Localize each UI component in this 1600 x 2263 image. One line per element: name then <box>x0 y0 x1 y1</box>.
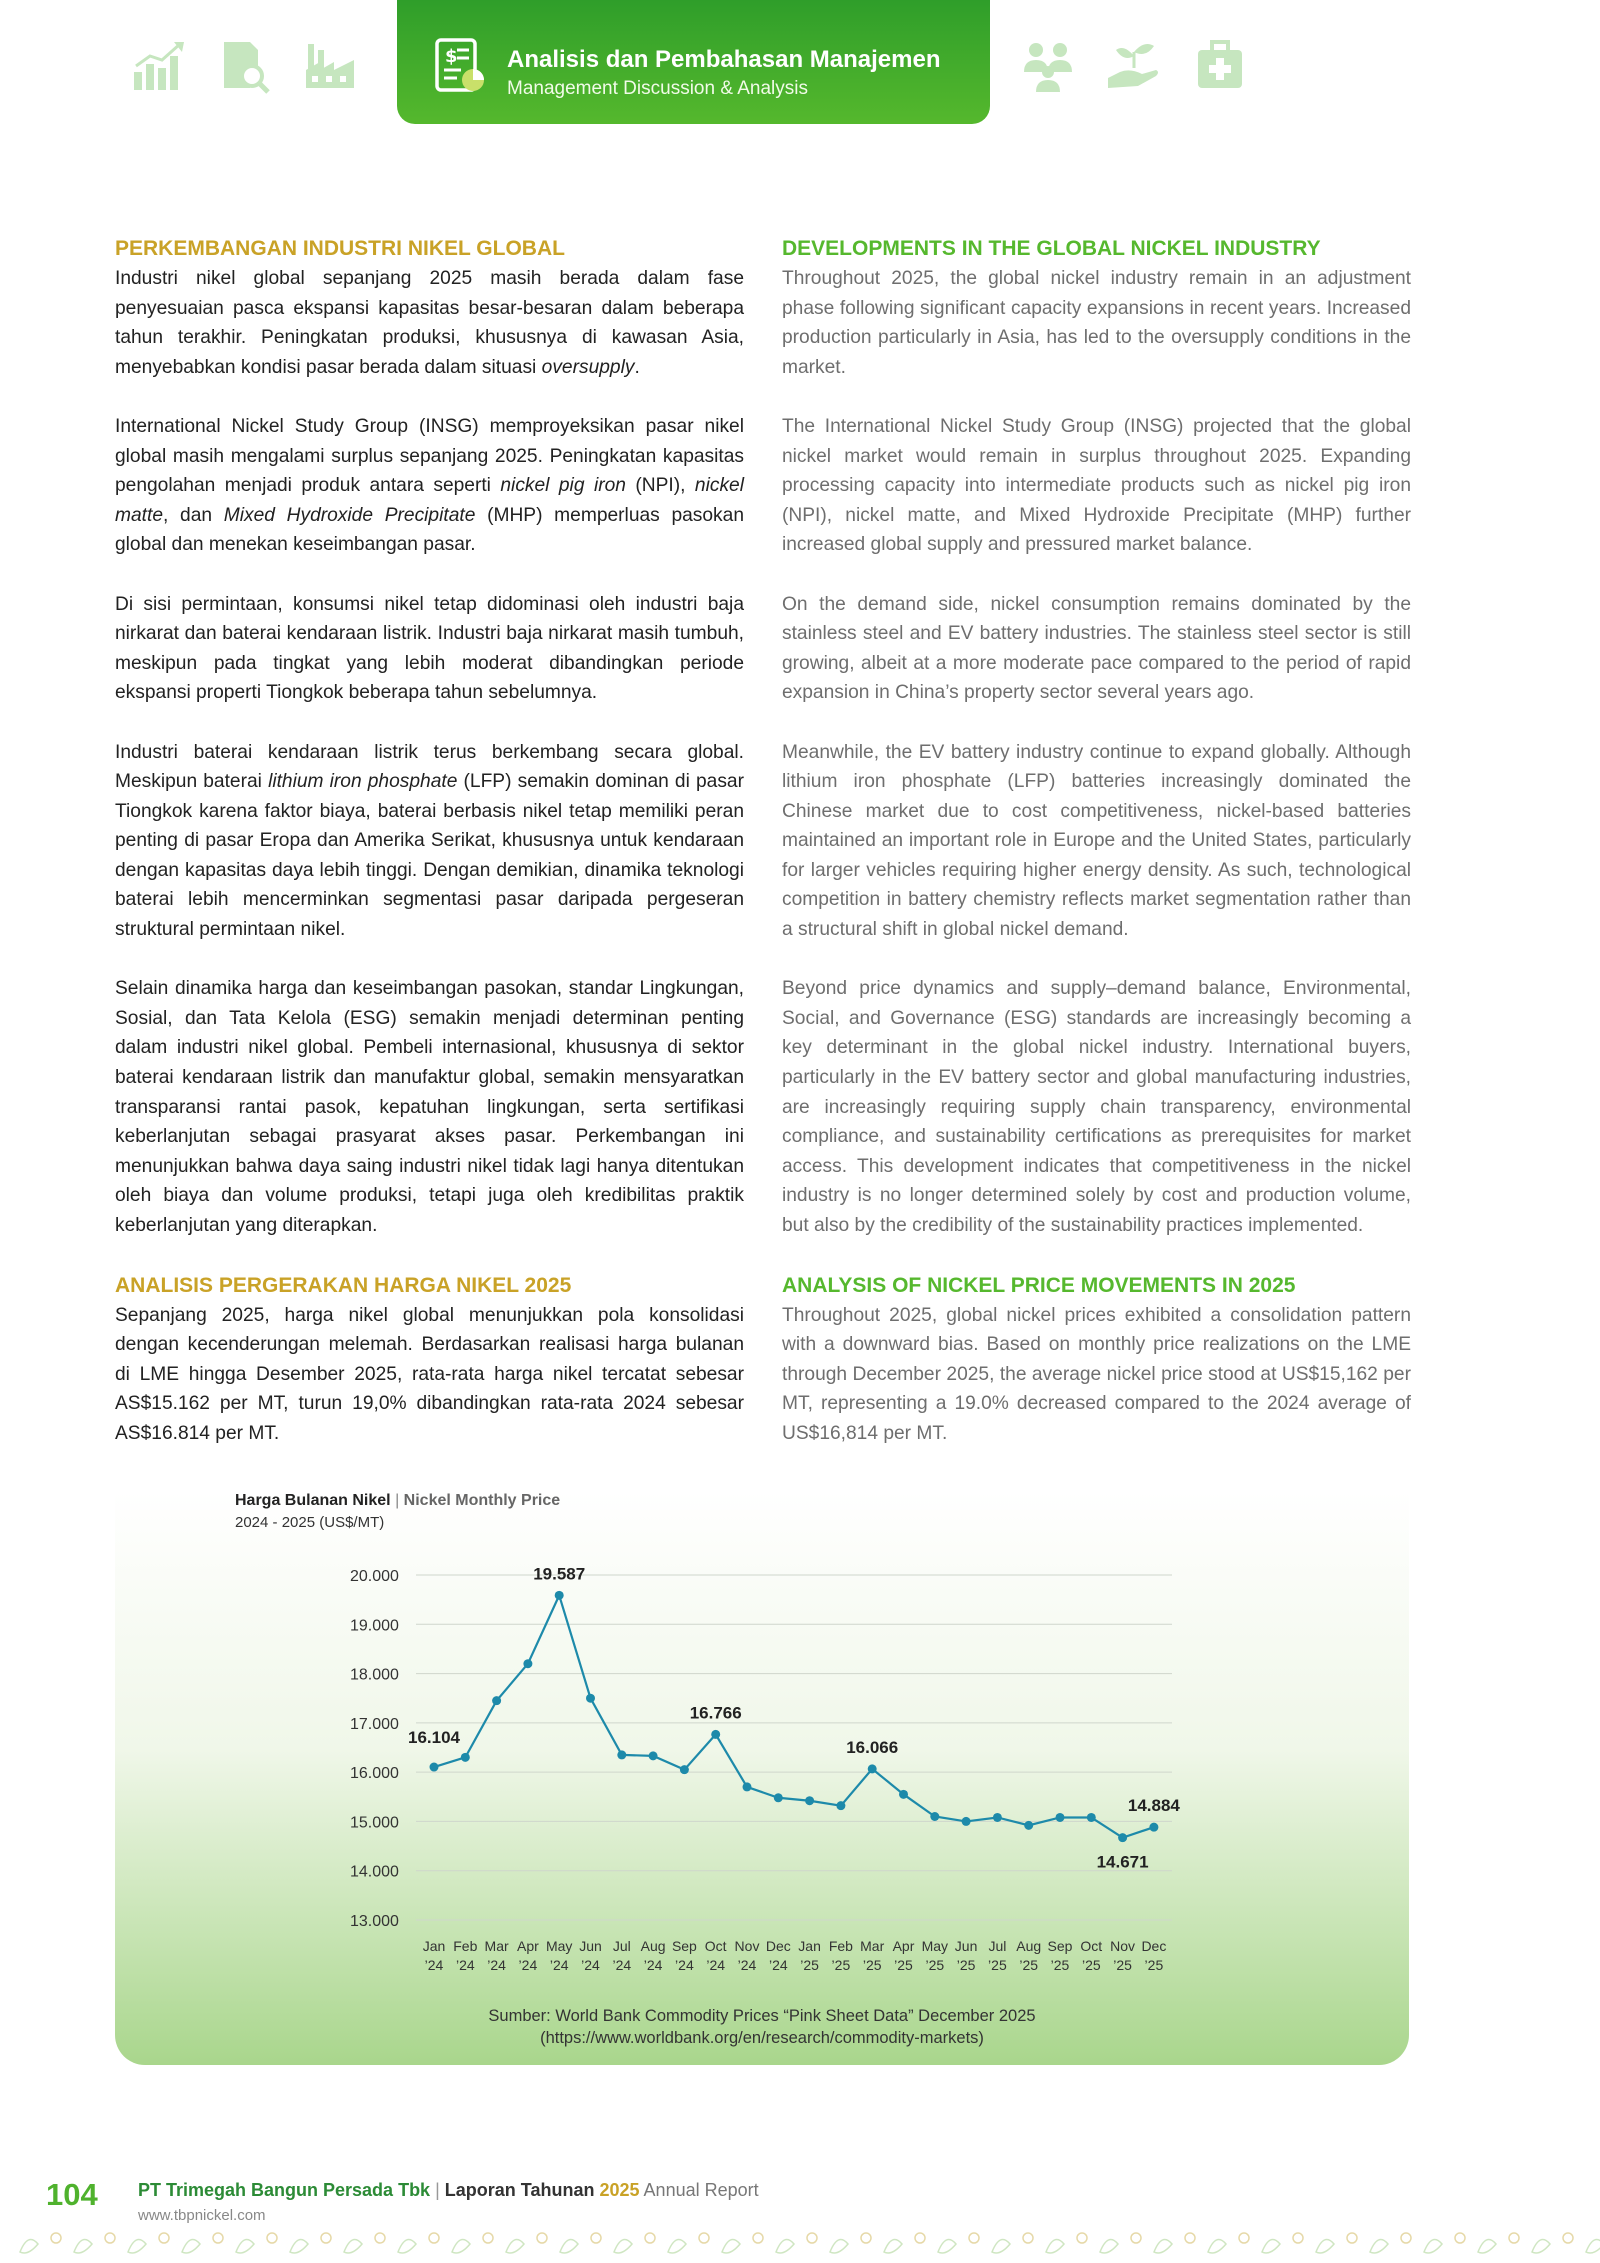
footer-url: www.tbpnickel.com <box>138 2207 266 2224</box>
chart-source <box>115 2005 1409 2049</box>
leaf-motif-icon <box>1208 2233 1249 2253</box>
x-tick-month: Jun <box>954 1938 978 1954</box>
leaf-motif-icon <box>20 2233 61 2253</box>
x-tick-year: ’25 <box>800 1957 819 1973</box>
x-tick-year: ’24 <box>518 1957 538 1973</box>
heading-nickel-industry: DEVELOPMENTS IN THE GLOBAL NICKEL INDUSTRY <box>782 237 1321 260</box>
leaf-motif-icon <box>1424 2233 1465 2253</box>
x-tick-year: ’24 <box>768 1957 788 1973</box>
leaf-motif-icon <box>1046 2233 1087 2253</box>
leaf-motif-icon <box>344 2233 385 2253</box>
x-tick-month: Apr <box>517 1938 539 1954</box>
document-search-icon <box>216 38 272 94</box>
heading-price-analysis: ANALYSIS OF NICKEL PRICE MOVEMENTS IN 2025 <box>782 1273 1296 1297</box>
x-tick-year: ’24 <box>549 1957 569 1973</box>
x-tick-month: Jun <box>579 1938 602 1954</box>
x-tick-month: May <box>545 1938 573 1954</box>
leaf-motif-icon <box>560 2233 601 2253</box>
x-tick-year: ’24 <box>706 1957 726 1973</box>
x-tick-month: Aug <box>640 1938 666 1954</box>
paragraph-id-2: International Nickel Study Group (INSG) memproyeksikan pasar nikel global masih mengalami surplus sepanjang 2025. Peningkatan kapasitas pengolahan menjadi produk antara seperti nickel pig iron (NPI), nickel matte, dan Mixed Hydroxide Precipitate (MHP) memperluas pasokan global dan menekan keseimbangan pasar. <box>115 415 744 556</box>
y-tick-label: 19.000 <box>350 1617 399 1635</box>
x-tick-year: ’24 <box>675 1957 694 1973</box>
x-tick-year: ’24 <box>612 1957 632 1973</box>
paragraph-id-5: Selain dinamika harga dan keseimbangan pasokan, standar Lingkungan, Sosial, dan Tata Kelola (ESG) semakin menjadi determinan penting dalam industri nikel global. Pembeli internasional, khususnya di sektor baterai kendaraan listrik dan manufaktur global, semakin mensyaratkan transparansi rantai pasok, kepatuhan lingkungan, serta sertifikasi keberlanjutan sebagai prasyarat akses pasar. Perkembangan ini menunjukkan bahwa daya saing industri nikel tidak lagi hanya ditentukan oleh biaya dan volume produksi, tetapi juga oleh kredibilitas praktik keberlanjutan yang diterapkan. <box>115 978 744 1236</box>
data-label: 16.066 <box>846 1737 899 1757</box>
x-tick-month: Mar <box>484 1938 509 1954</box>
x-tick-month: Nov <box>734 1938 760 1954</box>
x-tick-year: ’25 <box>831 1957 851 1973</box>
paragraph-en-6: Throughout 2025, global nickel prices exhibited a consolidation pattern with a downward bias. Based on monthly price realizations on the LME through December 2025, the average nickel price stood at US$15,162 per MT, representing a 19.0% decreased compared to the 2024 average of US$16,814 per MT. <box>782 1304 1411 1444</box>
footer-report-line: PT Trimegah Bangun Persada Tbk | Laporan Tahunan 2025 Annual Report <box>138 2180 759 2200</box>
paragraph-id-6: Sepanjang 2025, harga nikel global menunjukkan pola konsolidasi dengan kecenderungan melemah. Berdasarkan realisasi harga bulanan di LME hingga Desember 2025, rata-rata harga nikel tercatat sebesar AS$15.162 per MT, turun 19,0% dibandingkan rata-rata 2024 sebesar AS$16.814 per MT. <box>115 1304 744 1444</box>
paragraph-en-1: Throughout 2025, the global nickel industry remain in an adjustment phase following significant capacity expansions in recent years. Increased production particularly in Asia, has led to the oversupply conditions in the market. <box>782 268 1411 378</box>
medical-kit-icon <box>1192 38 1248 94</box>
header-icons-left <box>130 38 358 98</box>
x-tick-year: ’25 <box>1144 1957 1164 1973</box>
x-tick-month: Oct <box>1080 1938 1103 1954</box>
leaf-motif-icon <box>452 2233 493 2253</box>
column-english <box>782 234 1411 1478</box>
leaf-motif-icon <box>398 2233 439 2253</box>
leaf-motif-icon <box>1586 2233 1600 2253</box>
y-tick-label: 20.000 <box>350 1568 399 1585</box>
x-tick-year: ’25 <box>894 1957 913 1973</box>
x-tick-year: ’25 <box>956 1957 976 1973</box>
y-tick-label: 13.000 <box>350 1913 399 1930</box>
paragraph-id-1: Industri nikel global sepanjang 2025 masih berada dalam fase penyesuaian pasca ekspansi kapasitas besar-besaran dalam beberapa tahun terakhir. Peningkatan produksi, khususnya di kawasan Asia, menyebabkan kondisi pasar berada dalam situasi oversupply. <box>115 268 744 378</box>
x-tick-month: May <box>921 1938 949 1954</box>
growth-chart-icon <box>130 38 186 94</box>
data-label: 16.766 <box>689 1703 742 1723</box>
x-tick-month: Jan <box>798 1938 821 1954</box>
leaf-motif-icon <box>506 2233 547 2253</box>
paragraph-id-4: Industri baterai kendaraan listrik terus berkembang secara global. Meskipun baterai lithium iron phosphate (LFP) semakin dominan di pasar Tiongkok karena faktor biaya, baterai berbasis nikel tetap memiliki peran penting di pasar Eropa dan Amerika Serikat, khususnya untuk kendaraan dengan kapasitas daya lebih tinggi. Dengan demikian, dinamika teknologi baterai lebih mencerminkan segmentasi pasar daripada pergeseran struktural permintaan nikel. <box>115 741 744 941</box>
chart-title: Harga Bulanan Nikel | Nickel Monthly Price <box>235 1492 561 1509</box>
leaf-motif-icon <box>884 2233 925 2253</box>
x-tick-year: ’25 <box>1081 1957 1101 1973</box>
section-title-en: Management Discussion & Analysis <box>507 78 808 99</box>
x-tick-month: Aug <box>1016 1938 1042 1954</box>
hand-plant-icon <box>1106 38 1162 94</box>
y-tick-label: 15.000 <box>350 1814 399 1832</box>
x-tick-year: ’24 <box>581 1957 600 1973</box>
leaf-motif-icon <box>236 2233 277 2253</box>
section-header-tab <box>397 0 990 124</box>
leaf-motif-icon <box>1100 2233 1141 2253</box>
x-tick-year: ’25 <box>862 1957 882 1973</box>
x-tick-year: ’25 <box>1113 1957 1132 1973</box>
leaf-motif-icon <box>1370 2233 1411 2253</box>
leaf-motif-icon <box>992 2233 1033 2253</box>
x-tick-month: Jul <box>988 1938 1007 1954</box>
paragraph-en-4: Meanwhile, the EV battery industry continue to expand globally. Although lithium iron phosphate (LFP) batteries increasingly dominated the Chinese market due to cost competitiveness, nickel-based batteries maintained an important role in Europe and the United States, particularly for larger vehicles requiring higher energy density. As such, technological competition in battery chemistry reflects market segmentation rather than a structural shift in global nickel demand. <box>782 741 1411 941</box>
data-label: 14.671 <box>1096 1852 1149 1872</box>
y-tick-label: 16.000 <box>350 1765 399 1783</box>
leaf-motif-icon <box>1532 2233 1573 2253</box>
x-tick-month: Apr <box>892 1938 915 1954</box>
x-tick-year: ’24 <box>737 1957 757 1973</box>
y-tick-label: 14.000 <box>350 1863 399 1881</box>
x-tick-year: ’25 <box>925 1957 945 1973</box>
x-tick-month: Sep <box>671 1938 697 1954</box>
x-tick-month: Jul <box>612 1938 631 1954</box>
svg-text:$: $ <box>445 46 458 67</box>
x-tick-month: Feb <box>453 1938 478 1954</box>
source-line-2: (https://www.worldbank.org/en/research/commodity-markets) <box>540 2029 984 2047</box>
paragraph-en-3: On the demand side, nickel consumption remains dominated by the stainless steel and EV battery industries. The stainless steel sector is still growing, albeit at a more moderate pace compared to the period of rapid expansion in China’s property sector several years ago. <box>782 593 1411 704</box>
x-tick-year: ’25 <box>988 1957 1007 1973</box>
footer-leaf-pattern <box>0 2222 1600 2263</box>
paragraph-en-5: Beyond price dynamics and supply–demand balance, Environmental, Social, and Governance (ESG) standards are increasingly becoming a key determinant in the global nickel industry. International buyers, particularly in the EV battery sector and global manufacturing industries, are increasingly requiring supply chain transparency, environmental compliance, and sustainability certifications as prerequisites for market access. This development indicates that competitiveness in the nickel industry is no longer determined solely by cost and production volume, but also by the credibility of the sustainability practices implemented. <box>782 978 1411 1236</box>
x-tick-year: ’25 <box>1050 1957 1070 1973</box>
data-label: 19.587 <box>533 1564 586 1584</box>
source-line-1: Sumber: World Bank Commodity Prices “Pink Sheet Data” December 2025 <box>488 2007 1036 2025</box>
leaf-motif-icon <box>668 2233 709 2253</box>
y-tick-label: 18.000 <box>350 1666 399 1684</box>
heading-analisis-harga: ANALISIS PERGERAKAN HARGA NIKEL 2025 <box>115 1273 572 1297</box>
leaf-motif-icon <box>290 2233 331 2253</box>
x-tick-year: ’25 <box>1019 1957 1039 1973</box>
page-number: 104 <box>46 2177 98 2212</box>
section-title-id: Analisis dan Pembahasan Manajemen <box>507 46 941 73</box>
x-tick-month: Dec <box>765 1938 791 1954</box>
leaf-motif-icon <box>1478 2233 1519 2253</box>
x-tick-month: Dec <box>1141 1938 1167 1954</box>
leaf-motif-icon <box>776 2233 817 2253</box>
x-tick-month: Oct <box>704 1938 727 1954</box>
leaf-motif-icon <box>182 2233 223 2253</box>
x-tick-month: Nov <box>1110 1938 1136 1954</box>
x-tick-year: ’24 <box>643 1957 663 1973</box>
leaf-motif-icon <box>1316 2233 1357 2253</box>
data-label: 14.884 <box>1127 1796 1180 1816</box>
x-tick-year: ’24 <box>424 1957 444 1973</box>
financial-report-icon <box>431 36 489 98</box>
leaf-motif-icon <box>614 2233 655 2253</box>
leaf-motif-icon <box>128 2233 169 2253</box>
x-tick-month: Sep <box>1047 1938 1073 1954</box>
chart-panel <box>115 1491 1409 2065</box>
x-tick-month: Feb <box>828 1938 853 1954</box>
header-icons-right <box>1020 38 1248 98</box>
factory-icon <box>302 38 358 94</box>
leaf-motif-icon <box>722 2233 763 2253</box>
column-indonesian <box>115 234 744 1478</box>
chart-subtitle: 2024 - 2025 (US$/MT) <box>235 1514 385 1531</box>
x-tick-month: Mar <box>860 1938 885 1954</box>
x-tick-year: ’24 <box>487 1957 506 1973</box>
paragraph-en-2: The International Nickel Study Group (INSG) projected that the global nickel market would remain in surplus throughout 2025. Expanding processing capacity into intermediate products such as nickel pig iron (NPI), nickel matte, and Mixed Hydroxide Precipitate (MHP) further increased global supply and pressured market balance. <box>782 415 1411 556</box>
leaf-motif-icon <box>938 2233 979 2253</box>
x-tick-year: ’24 <box>455 1957 475 1973</box>
leaf-motif-icon <box>1262 2233 1303 2253</box>
data-label: 16.104 <box>408 1728 460 1748</box>
paragraph-id-3: Di sisi permintaan, konsumsi nikel tetap didominasi oleh industri baja nirkarat dan baterai kendaraan listrik. Industri baja nirkarat masih tumbuh, meskipun pada tingkat yang lebih moderat dibandingkan periode ekspansi properti Tiongkok beberapa tahun sebelumnya. <box>115 593 744 704</box>
leaf-motif-icon <box>74 2233 115 2253</box>
x-tick-month: Jan <box>422 1938 446 1954</box>
heading-industri-nikel: PERKEMBANGAN INDUSTRI NIKEL GLOBAL <box>115 237 565 260</box>
people-group-icon <box>1020 38 1076 94</box>
y-tick-label: 17.000 <box>350 1715 399 1733</box>
leaf-motif-icon <box>830 2233 871 2253</box>
leaf-motif-icon <box>1154 2233 1195 2253</box>
